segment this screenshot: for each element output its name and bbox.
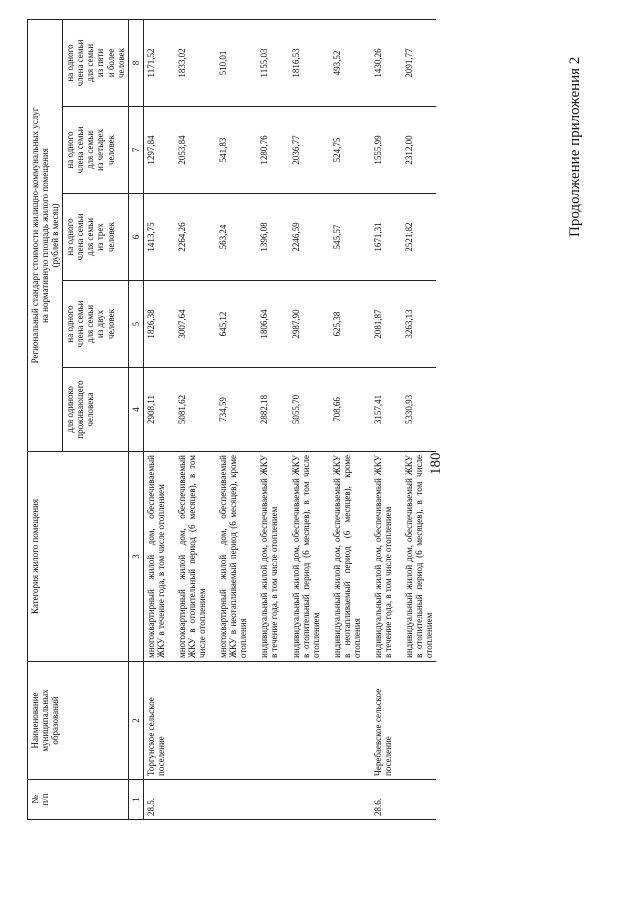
- value-cell: 1430,26: [371, 19, 395, 106]
- col-index: 2: [128, 662, 143, 780]
- value-cell: 545,57: [330, 194, 364, 281]
- housing-category: индивидуальный жилой дом, обеспечиваемый ЖКУ в течение года, в том числе отоплением: [371, 452, 395, 662]
- value-cell: 541,83: [216, 107, 250, 194]
- header-single: для одиноко проживающего человека: [63, 368, 128, 452]
- col-index: 8: [128, 19, 143, 106]
- table-row: [330, 19, 364, 819]
- housing-category: индивидуальный жилой дом, обеспечиваемый ЖКУ в течение года, в том числе отоплением: [257, 452, 281, 662]
- value-cell: 2521,82: [402, 194, 436, 281]
- value-cell: 625,38: [330, 281, 364, 368]
- table-row: [216, 19, 250, 819]
- table-row: [175, 19, 209, 819]
- col-index: 1: [128, 780, 143, 820]
- value-cell: 2036,77: [289, 107, 323, 194]
- header-four: на одного члена семьи для семьи из четырех человек: [63, 107, 128, 194]
- value-cell: 1297,84: [143, 107, 168, 194]
- header-num: № п/п: [28, 780, 129, 820]
- housing-category: многоквартирный жилой дом, обеспечиваемый ЖКУ в течение года, в том числе отоплением: [143, 452, 168, 662]
- value-cell: 2908,11: [143, 368, 168, 452]
- value-cell: 563,24: [216, 194, 250, 281]
- value-cell: 510,01: [216, 19, 250, 106]
- value-cell: 5055,70: [289, 368, 323, 452]
- table-row: [371, 19, 395, 819]
- column-index-row: [128, 19, 143, 819]
- value-cell: 1280,76: [257, 107, 281, 194]
- table-row: [402, 19, 436, 819]
- header-municipality: Наименование муниципальных образований: [28, 662, 129, 780]
- header-category: Категория жилого помещения: [28, 452, 129, 662]
- col-index: 4: [128, 368, 143, 452]
- value-cell: 734,59: [216, 368, 250, 452]
- value-cell: 1833,02: [175, 19, 209, 106]
- value-cell: 1396,08: [257, 194, 281, 281]
- page-number: 180: [428, 452, 444, 475]
- housing-cost-standard-table: [27, 19, 436, 820]
- housing-category: индивидуальный жилой дом, обеспечиваемый ЖКУ в отопительный период (6 месяцев), в том числе отоплением: [289, 452, 323, 662]
- col-index: 5: [128, 281, 143, 368]
- col-index: 7: [128, 107, 143, 194]
- value-cell: 2264,26: [175, 194, 209, 281]
- value-cell: 1816,53: [289, 19, 323, 106]
- value-cell: 1171,52: [143, 19, 168, 106]
- value-cell: 2081,87: [371, 281, 395, 368]
- municipality-name: Торгунское сельское поселение: [143, 662, 168, 780]
- value-cell: 3007,64: [175, 281, 209, 368]
- value-cell: 2882,18: [257, 368, 281, 452]
- appendix-continuation-note: Продолжение приложения 2: [567, 56, 583, 237]
- table-row: [289, 19, 323, 819]
- value-cell: 5330,93: [402, 368, 436, 452]
- col-index: 3: [128, 452, 143, 662]
- table-row: [257, 19, 281, 819]
- header-two: на одного члена семьи для семьи из двух человек: [63, 281, 128, 368]
- value-cell: 708,66: [330, 368, 364, 452]
- value-cell: 1555,99: [371, 107, 395, 194]
- value-cell: 2053,84: [175, 107, 209, 194]
- value-cell: 1806,64: [257, 281, 281, 368]
- value-cell: 493,52: [330, 19, 364, 106]
- value-cell: 2987,90: [289, 281, 323, 368]
- value-cell: 2312,00: [402, 107, 436, 194]
- value-cell: 3263,13: [402, 281, 436, 368]
- value-cell: 3157,41: [371, 368, 395, 452]
- value-cell: 2246,59: [289, 194, 323, 281]
- value-cell: 645,12: [216, 281, 250, 368]
- col-index: 6: [128, 194, 143, 281]
- value-cell: 2091,77: [402, 19, 436, 106]
- value-cell: 1671,31: [371, 194, 395, 281]
- value-cell: 1826,38: [143, 281, 168, 368]
- row-num: 28.5.: [143, 780, 168, 820]
- header-three: на одного члена семьи для семьи из трех человек: [63, 194, 128, 281]
- housing-category: многоквартирный жилой дом, обеспечиваемый ЖКУ в отопительный период (6 месяцев), в том числе отоплением: [175, 452, 209, 662]
- row-num: 28.6.: [371, 780, 395, 820]
- value-cell: 1155,03: [257, 19, 281, 106]
- table-row: [143, 19, 168, 819]
- housing-category: индивидуальный жилой дом, обеспечиваемый ЖКУ в отопительный период (6 месяцев), в том числе отоплением: [402, 452, 436, 662]
- housing-category: индивидуальный жилой дом, обеспечиваемый ЖКУ в неотапливаемый период (6 месяцев), кроме отопления: [330, 452, 364, 662]
- value-cell: 1413,75: [143, 194, 168, 281]
- value-cell: 524,75: [330, 107, 364, 194]
- value-cell: 5081,62: [175, 368, 209, 452]
- header-five: на одного члена семьи для семьи из пяти и более человек: [63, 19, 128, 106]
- housing-category: многоквартирный жилой дом, обеспечиваемый ЖКУ в неотапливаемый период (6 месяцев), кроме отопления: [216, 452, 250, 662]
- municipality-name: Черебаевское сельское поселение: [371, 662, 395, 780]
- header-regional-standard: Региональный стандарт стоимости жилищно-коммунальных услуг на нормативную площадь жилого помещения (рублей в месяц): [28, 19, 63, 451]
